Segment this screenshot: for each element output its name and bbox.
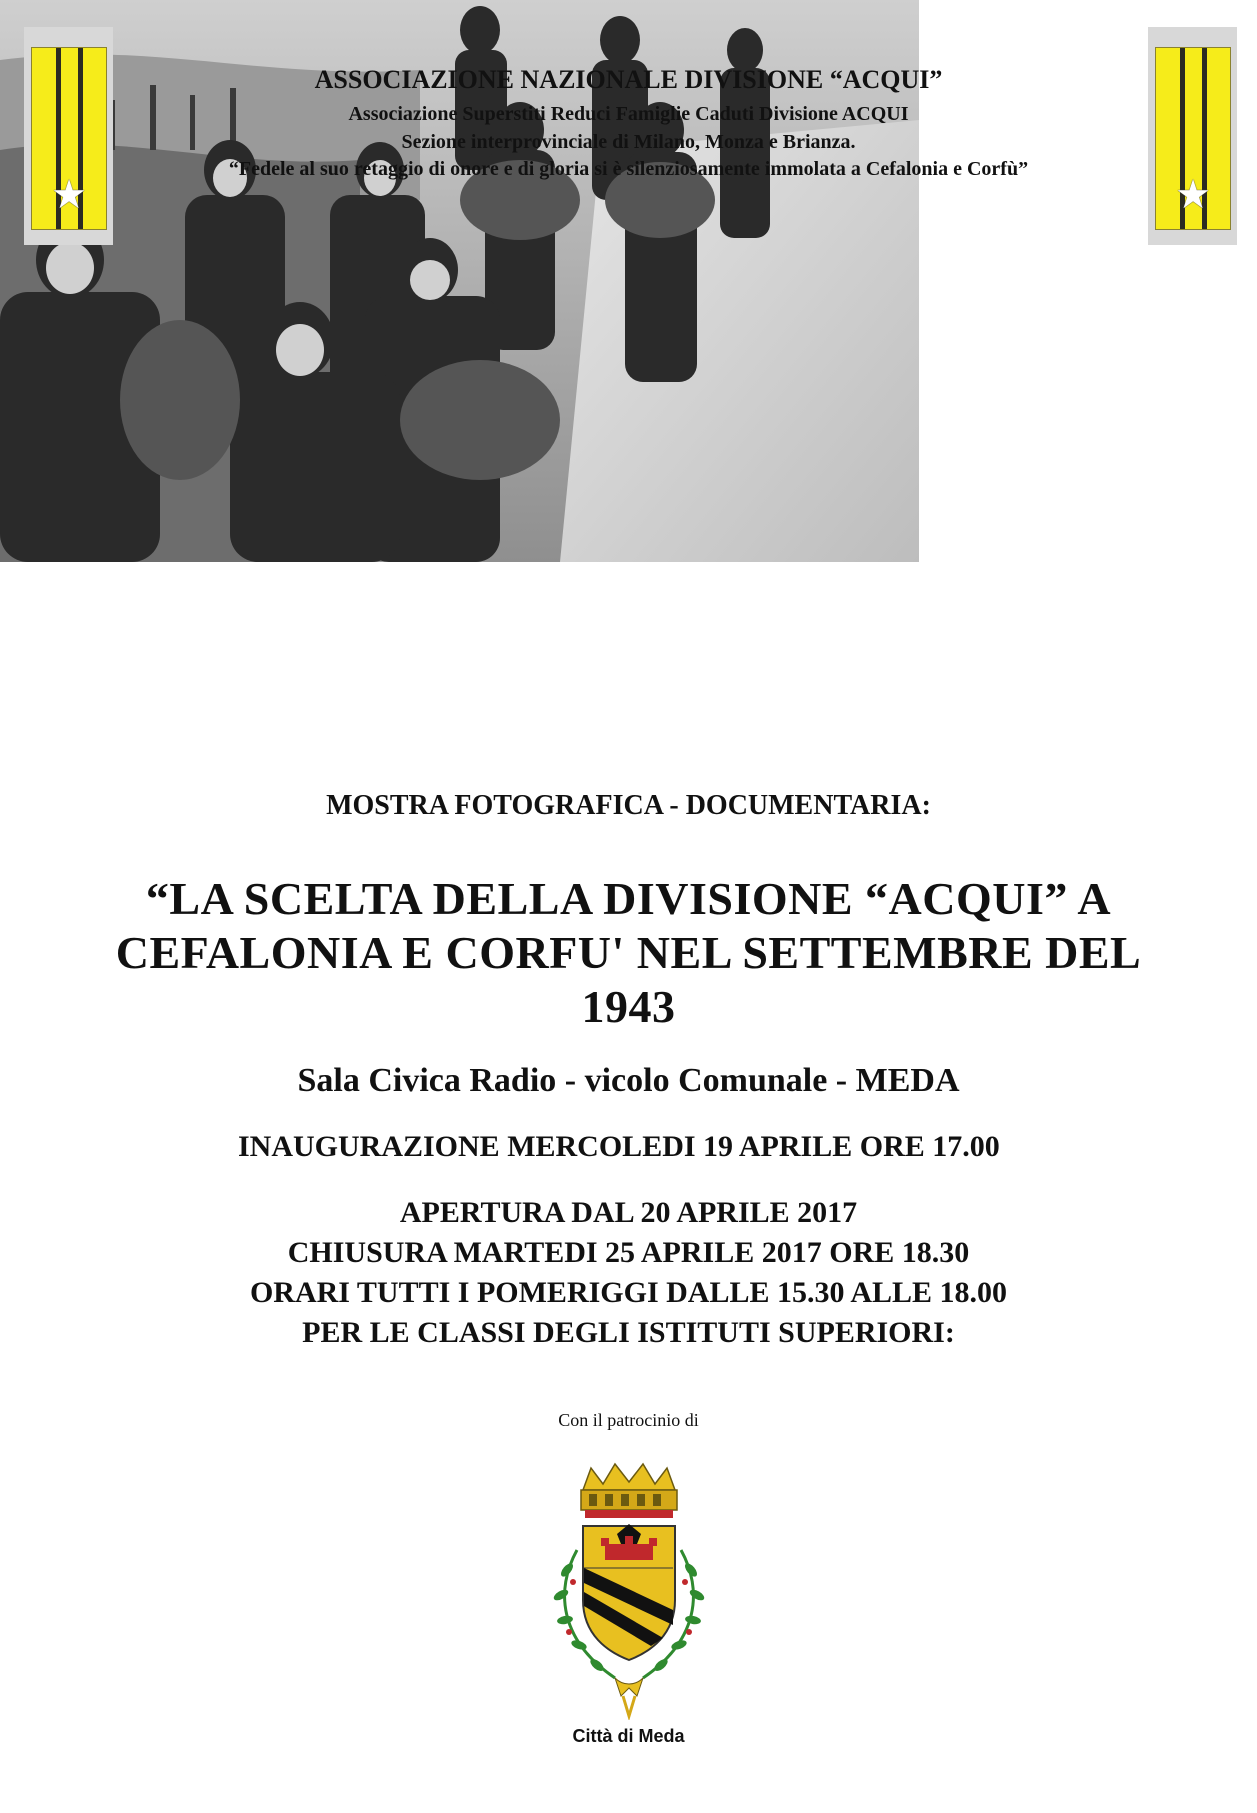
exhibition-title-line-3: 1943 bbox=[581, 981, 676, 1032]
association-subtitle: Associazione Superstiti Reduci Famiglie Caduti Divisione ACQUI bbox=[348, 103, 909, 125]
school-classes-note: PER LE CLASSI DEGLI ISTITUTI SUPERIORI: bbox=[302, 1316, 955, 1349]
star-icon: ★ bbox=[51, 172, 87, 218]
opening-date: APERTURA DAL 20 APRILE 2017 bbox=[399, 1196, 858, 1229]
exhibition-title-line-1: “LA SCELTA DELLA DIVISIONE “ACQUI” A bbox=[145, 873, 1112, 924]
star-icon: ★ bbox=[1175, 172, 1211, 218]
venue bbox=[0, 1062, 1257, 1100]
venue-address: Sala Civica Radio - vicolo Comunale - bbox=[297, 1062, 856, 1099]
section-subtitle: Sezione interprovinciale di Milano, Monza e Brianza. bbox=[401, 131, 856, 153]
city-name: Città di Meda bbox=[572, 1726, 685, 1746]
venue-city: MEDA bbox=[855, 1062, 960, 1099]
opening-hours: ORARI TUTTI I POMERIGGI DALLE 15.30 ALLE 18.00 bbox=[249, 1276, 1008, 1309]
association-title: ASSOCIAZIONE NAZIONALE DIVISIONE “ACQUI” bbox=[314, 65, 943, 94]
inauguration-date: INAUGURAZIONE MERCOLEDI 19 APRILE ORE 17.00 bbox=[238, 1130, 1000, 1163]
patronage-label: Con il patrocinio di bbox=[558, 1410, 699, 1430]
division-motto: “Fedele al suo retaggio di onore e di gloria si è silenziosamente immolata a Cefalonia e Corfù” bbox=[228, 158, 1029, 180]
meda-coat-of-arms-icon bbox=[545, 1460, 713, 1720]
exhibition-type: MOSTRA FOTOGRAFICA - DOCUMENTARIA: bbox=[326, 790, 931, 821]
closing-date: CHIUSURA MARTEDI 25 APRILE 2017 ORE 18.30 bbox=[287, 1236, 970, 1269]
exhibition-title-line-2: CEFALONIA E CORFU' NEL SETTEMBRE DEL bbox=[115, 927, 1142, 978]
